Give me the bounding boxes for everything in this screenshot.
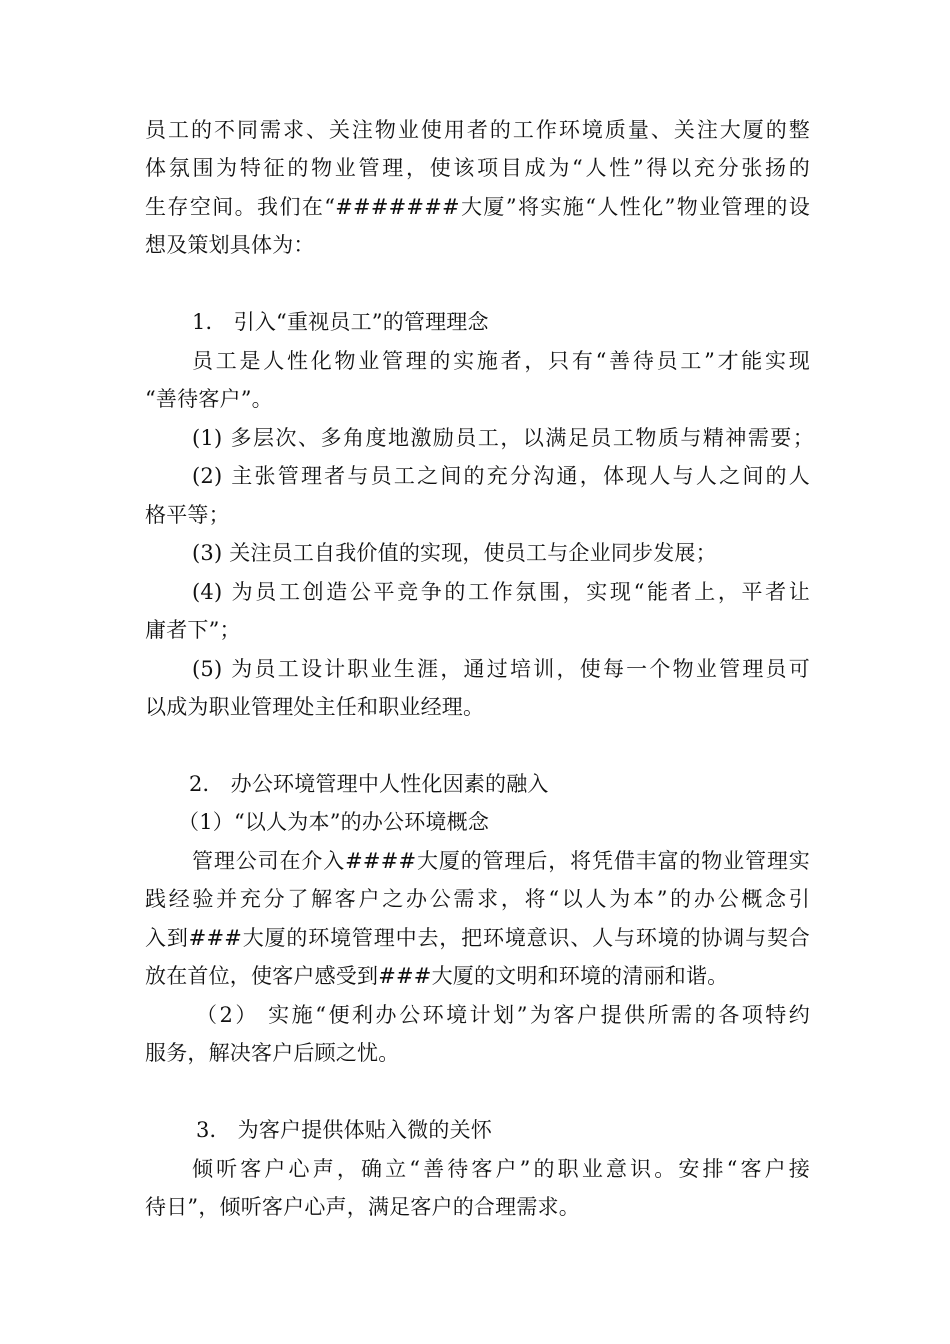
intro-line-4: 想及策划具体为： <box>145 233 315 257</box>
list-item-5-line-1: (5) 为员工设计职业生涯，通过培训，使每一个物业管理员可 <box>192 657 810 681</box>
list-item-1: (1) 多层次、多角度地激励员工，以满足员工物质与精神需要； <box>192 426 814 450</box>
section-1-para-line-2: “善待客户”。 <box>145 387 273 411</box>
section-1-para-line-1: 员工是人性化物业管理的实施者，只有“善待员工”才能实现 <box>192 349 810 373</box>
section-3-para-line-2: 待日”，倾听客户心声，满足客户的合理需求。 <box>145 1195 580 1219</box>
section-2-para-line-4: 放在首位，使客户感受到###大厦的文明和环境的清丽和谐。 <box>145 964 729 988</box>
intro-line-1: 员工的不同需求、关注物业使用者的工作环境质量、关注大厦的整 <box>145 118 810 142</box>
section-2-para-line-3: 入到###大厦的环境管理中去，把环境意识、人与环境的协调与契合 <box>145 926 810 950</box>
intro-line-2: 体氛围为特征的物业管理，使该项目成为“人性”得以充分张扬的 <box>145 156 810 180</box>
intro-line-3: 生存空间。我们在“#######大厦”将实施“人性化”物业管理的设 <box>145 195 810 219</box>
section-2-para-line-1: 管理公司在介入####大厦的管理后，将凭借丰富的物业管理实 <box>192 849 810 873</box>
section-3-para-line-1: 倾听客户心声，确立“善待客户”的职业意识。安排“客户接 <box>192 1157 810 1181</box>
section-2-subheading-2-line-2: 服务，解决客户后顾之忧。 <box>145 1041 400 1065</box>
list-item-5-line-2: 以成为职业管理处主任和职业经理。 <box>145 695 485 719</box>
section-3-heading: 3． 为客户提供体贴入微的关怀 <box>196 1118 493 1142</box>
list-item-2-line-1: (2) 主张管理者与员工之间的充分沟通，体现人与人之间的人 <box>192 464 810 488</box>
list-item-4-line-2: 庸者下”； <box>145 618 241 642</box>
list-item-2-line-2: 格平等； <box>145 503 230 527</box>
section-2-subheading-2-line-1: （2） 实施“便利办公环境计划”为客户提供所需的各项特约 <box>196 1003 810 1027</box>
section-2-subheading-1: （1）“以人为本”的办公环境概念 <box>178 810 490 834</box>
section-2-heading: 2． 办公环境管理中人性化因素的融入 <box>189 772 549 796</box>
section-2-para-line-2: 践经验并充分了解客户之办公需求，将“以人为本”的办公概念引 <box>145 887 810 911</box>
section-1-heading: 1． 引入“重视员工”的管理理念 <box>192 310 489 334</box>
list-item-4-line-1: (4) 为员工创造公平竞争的工作氛围，实现“能者上，平者让 <box>192 580 810 604</box>
list-item-3: (3) 关注员工自我价值的实现，使员工与企业同步发展； <box>192 541 717 565</box>
